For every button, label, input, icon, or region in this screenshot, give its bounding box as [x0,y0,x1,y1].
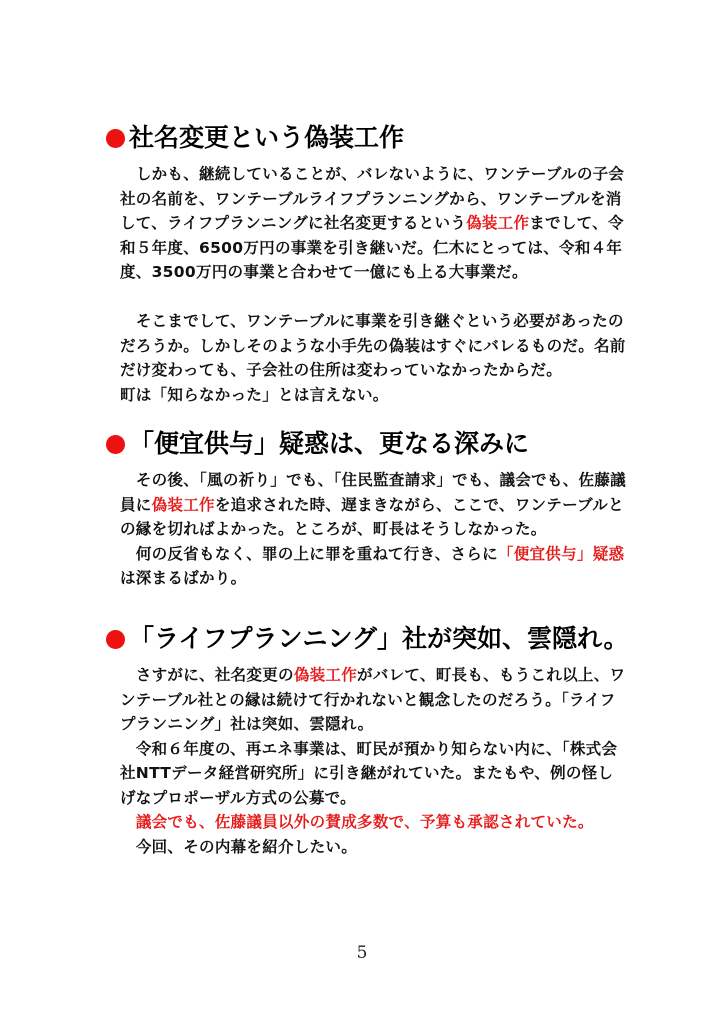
section-heading [106,429,626,459]
highlight-text: 議会でも、佐藤議員以外の賛成多数で、予算も承認されていた。 [135,813,594,831]
paragraph: 町は「知らなかった」とは言えない。 [120,385,389,404]
red-bullet-icon [106,630,125,649]
paragraph [120,162,626,285]
text-run: そこまでして、ワンテーブルに事業を引き継ぐという必要があったのだろうか。しかしそのような小手先の偽装はすぐにバレるものだ。名前だけ変わっても、子会社の住所は変わっていなかったからだ。 [120,312,626,379]
highlight-text: 偽装工作 [466,214,530,232]
section-disappearance [106,624,629,859]
section-body [120,162,626,407]
text-run: までして、令和５年度、6500万円の事業を引き継いだ。仁木にとっては、令和４年度、3500万円の事業と合わせて一億にも上る大事業だ。 [120,214,624,281]
text-run: 今回、その内幕を紹介したい。 [135,837,358,856]
text-run: しかも、継続していることが、バレないように、ワンテーブルの子会社の名前を、ワンテーブルライフプランニングから、ワンテーブルを消して、ライフプランニングに社名変更するという [120,165,625,232]
heading-text: 「ライフプランニング」社が突如、雲隠れ。 [129,624,629,653]
section-favoritism [106,429,626,591]
heading-text: 「便宜供与」疑惑は、更なる深みに [129,429,530,458]
highlight-text: 偽装工作 [293,666,358,684]
section-heading [106,123,626,153]
text-run: 令和６年度の、再エネ事業は、町民が預かり知らない内に、「株式会社NTTデータ経営研究所」に引き継がれていた。またもや、例の怪しげなプロポーザル方式の公募で。 [120,739,618,807]
paragraph [120,835,626,860]
text-run: を追求された時、遅まきながら、ここで、ワンテーブルとの縁を切ればよかった。ところが、町長はそうしなかった。 [120,495,624,538]
text-run: がバレて、町長も、もうこれ以上、ワンテーブル社との縁は続けて行かれないと観念したのだろう。「ライフプランニング」社は突如、雲隠れ。 [120,666,626,733]
highlight-text: 「便宜供与」疑惑 [497,544,625,563]
paragraph [120,810,626,835]
section-disguise [106,123,626,407]
text-run: その後、「風の祈り」でも、「住民監査請求」でも、議会でも、佐藤議員に [120,471,626,514]
highlight-text: 偽装工作 [151,495,215,514]
text-run: 何の反省もなく、罪の上に罪を重ねて行き、さらに [135,544,498,563]
red-bullet-icon [106,129,125,148]
heading-text: 社名変更という偽装工作 [129,123,405,152]
text-run: は深まるばかり。 [120,569,247,587]
text-run: さすがに、社名変更の [135,666,294,684]
page-number: 5 [356,943,368,963]
paragraph [120,737,626,811]
paragraph [120,309,626,383]
paragraph [120,468,626,542]
section-body [120,468,626,591]
red-bullet-icon [106,435,125,454]
section-heading [106,624,629,654]
paragraph-gap [120,285,626,310]
paragraph [120,542,626,591]
section-body [120,663,626,859]
paragraph [120,663,626,737]
